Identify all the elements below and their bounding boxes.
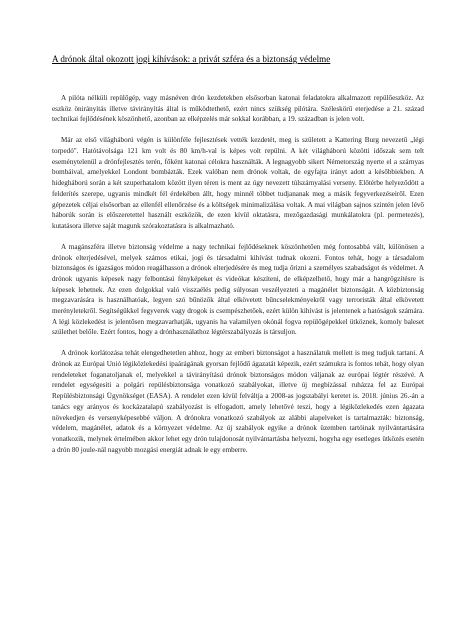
paragraph-4: A drónok korlátozása tehát elengedhetetlen ahhoz, hogy az emberi biztonságot a használatuk mellett is meg tudjuk tartani. A drónok az Európai Unió légiközlekedési ipaárágának gyorsan fejlődő ágazatát képezik, ezért számukra is fontos tehát, hogy olyan rendeleteket foganatoljanak el, melyekkel a távirányítású drónok biztonságos módon váljanak az európai légtér részévé. A rendelet egységesíti a polgári repülésbiztonsága vonatkozó szabályokat, illetve új megbízással ruházza fel az Európai Repülésbiztonsági Ügynökséget (EASA). A rendelet ezen kívül felváltja a 2008-as jogszabályi keretet is. 2018. június 26.-án a tanács egy arányos és kockázatalapú szabályozást is elfogadott, amely lehetővé teszi, hogy a légiközlekedés ezen ágazata növekedjen és versenyképesebbé váljon. A drónokra vonatkozó szabályok az alábbi alapelveket is tartalmazták: biztonság, védelem, magánélet, adatok és a környezet védelme. Az új szabályok egyike a drónok üzemben tartóinak nyilvántartására vonatkozik, melynek értelmében akkor lehet egy drón tulajdonosát nyilvántartásba helyezni, hogyha egy esetleges ütközés esetén a drón 80 joule-nál nagyobb mozgási energiát adnak le egy emberre. (52, 349, 424, 454)
document-body (52, 93, 424, 455)
paragraph-2: Már az első világháború végén is különféle fejlesztések vették kezdetét, meg is született a Kattering Burg nevezetű „légi torpedó". Hatótávolsága 121 km volt és 80 km/h-val is képes volt repülni. A két világháború közötti időszak sem telt eseménytelenül a drónfejlesztés terén, főként katonai célokra használták. A legnagyobb sikert Németország nyerte el a szárnyas bombáival, amelyekkel Londont bombázták. Ezek valóban nem drónok voltak, de egyfajta irányt adott a későbbiekben. A hidegháború során a két szuperhatalom között ilyen téren is ment az úgy nevezett túlszárnyalási verseny. Előtérbe helyeződött a felderítés szerepe, ugyanis mindkét fél érdekében állt, hogy minnél többet tudjananak meg a másik fegyverkezéseiről. Ezen gépezetek céljai elsősorban az ellenfél ellenőrzése és a költségek minimalizálása voltak. A mai világban sajnos szintén jelen lévő háborúk során is előszeretettel használt eszközök, de ezen kívül oktatásra, mezőgazdasági munkálatokra (pl. permetezés), kutatásora illetve saját magunk szórakoztatásra is alkalmazható. (52, 136, 424, 230)
paragraph-1: A pilóta nélküli repülőgép, vagy másnéven drón kezdetekben elsősorban katonai feladatokra alkalmazott repülőeszköz. Az eszköz önirányítás illetve távirányítás által is működtethető, ezért nincs szükség pilótára. Széleskörű eterjedése a 21. század technikai fejlődésének köszönhető, azonban az elképzelés már sokkal korábban, a 19. században is jelen volt. (52, 94, 424, 124)
paragraph-3: A magánszféra illetve biztonság védelme a nagy technikai fejlődéseknek köszönhetően még fontosabbá vált, különösen a drónok elterjedésével, melyek számos etikai, jogi és társadalmi kihívást tudnak okozni. Fontos tehát, hogy a társadalom biztonságos és igazságos módon reagálhasson a drónok elterjedésére és meg tudja őrizni a személyes szabadságot és védelmet. A drónok ugyanis képesek nagy felbontású fényképeket és videókat készíteni, de elképzelhető, hogy már a hangrögzítésre is képesek lehetnek. Az ezen dolgokkal való visszaélés pedig súlyosan veszélyezteti a magánélet biztonságát. A közbiztonság megzavarására is használhatóak, legyen szó bűnözők által elkövetett bűncselekményekről vagy terroristák által elkövetett merényletekről. Segítségükkel fegyverek vagy drogok is csempészhetőek, ezért külön kihívást is jelentenek a hatóságok számára. A légi közlekedést is jelentősen megzavarhatják, ugyanis ha valamilyen okónál fogva repülőgépekkel ütköznek, komoly baleset születhet belőle. Ezért fontos, hogy a drónhasználathoz légtérszabályozás is társuljon. (52, 242, 424, 337)
document-title: A drónok által okozott jogi kihívások: a privát szféra és a biztonság védelme (52, 54, 331, 64)
